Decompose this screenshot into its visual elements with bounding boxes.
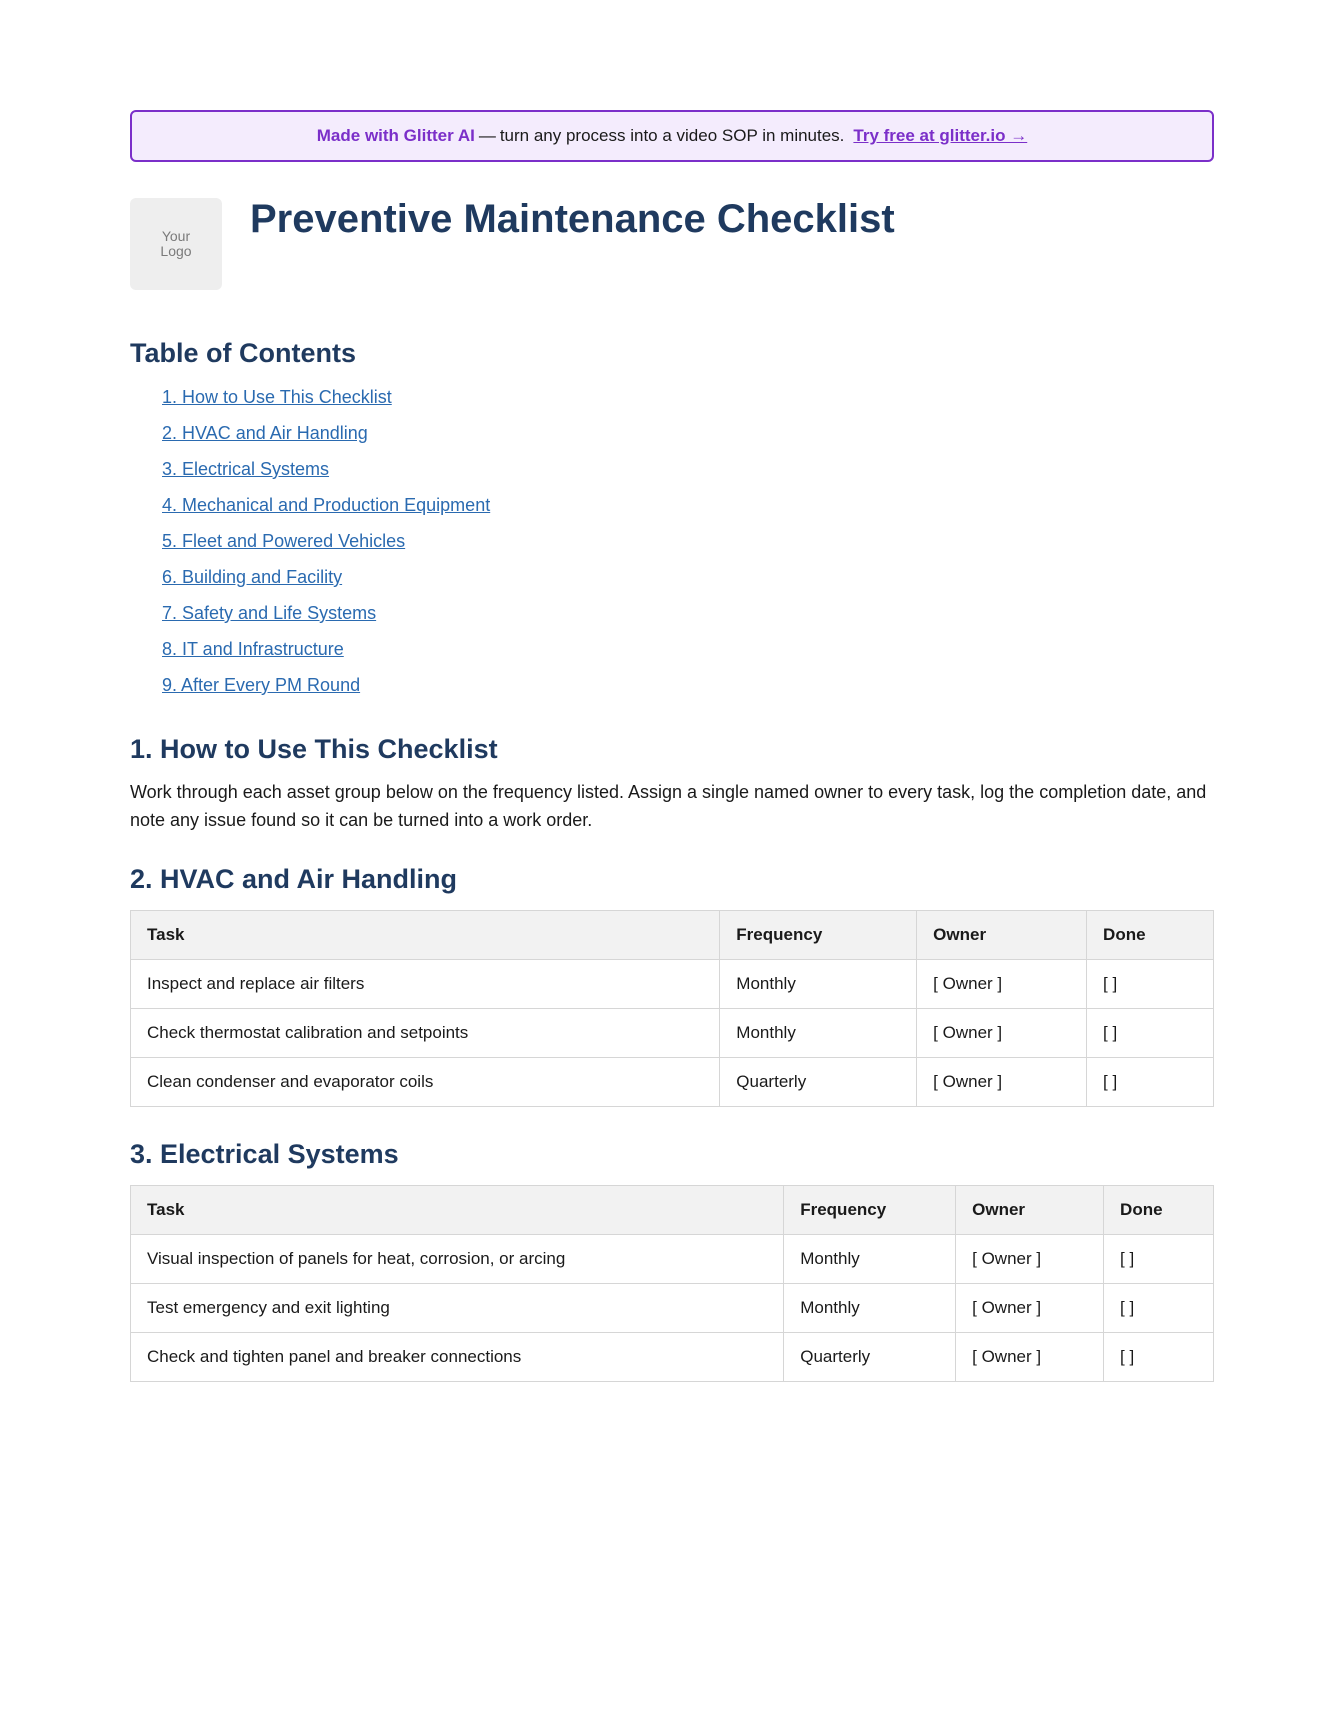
toc-link-hvac[interactable]: 2. HVAC and Air Handling (162, 423, 368, 443)
owner-cell[interactable]: [ Owner ] (917, 1058, 1087, 1107)
owner-cell[interactable]: [ Owner ] (917, 960, 1087, 1009)
done-checkbox[interactable]: [ ] (1104, 1284, 1214, 1333)
table-row (131, 1058, 1214, 1107)
section-heading-hvac: 2. HVAC and Air Handling (130, 864, 458, 894)
toc-link-mechanical[interactable]: 4. Mechanical and Production Equipment (162, 495, 491, 515)
frequency-cell: Quarterly (784, 1333, 956, 1382)
task-cell: Check thermostat calibration and setpoints (131, 1009, 720, 1058)
promo-banner (130, 110, 1214, 162)
banner-cta-link[interactable]: Try free at glitter.io → (853, 126, 1028, 145)
column-header-task: Task (131, 1186, 784, 1235)
column-header-frequency: Frequency (720, 911, 917, 960)
column-header-owner: Owner (956, 1186, 1104, 1235)
task-cell: Clean condenser and evaporator coils (131, 1058, 720, 1107)
section-body-how-to-use: Work through each asset group below on the frequency listed. Assign a single named owner to every task, log the completion date, and note any issue found so it can be turned into a work order. (130, 782, 1207, 830)
toc-item (162, 602, 1214, 638)
done-checkbox[interactable]: [ ] (1087, 1058, 1214, 1107)
owner-cell[interactable]: [ Owner ] (956, 1333, 1104, 1382)
toc-link-building[interactable]: 6. Building and Facility (162, 567, 343, 587)
table-row (131, 1284, 1214, 1333)
toc-item (162, 638, 1214, 674)
toc-item (162, 566, 1214, 602)
column-header-frequency: Frequency (784, 1186, 956, 1235)
section-heading-how-to-use: 1. How to Use This Checklist (130, 734, 498, 764)
owner-cell[interactable]: [ Owner ] (956, 1284, 1104, 1333)
table-row (131, 1009, 1214, 1058)
section-heading-electrical: 3. Electrical Systems (130, 1139, 399, 1169)
table-row (131, 960, 1214, 1009)
task-cell: Inspect and replace air filters (131, 960, 720, 1009)
banner-dash: — (478, 126, 496, 145)
toc-item (162, 386, 1214, 422)
done-checkbox[interactable]: [ ] (1087, 960, 1214, 1009)
toc-link-it[interactable]: 8. IT and Infrastructure (162, 639, 344, 659)
toc-link-safety[interactable]: 7. Safety and Life Systems (162, 603, 377, 623)
task-cell: Visual inspection of panels for heat, corrosion, or arcing (131, 1235, 784, 1284)
toc-item (162, 422, 1214, 458)
electrical-table (130, 1185, 1214, 1382)
toc-link-how-to-use[interactable]: 1. How to Use This Checklist (162, 387, 392, 407)
done-checkbox[interactable]: [ ] (1104, 1235, 1214, 1284)
toc-link-fleet[interactable]: 5. Fleet and Powered Vehicles (162, 531, 406, 551)
document-page (130, 110, 1214, 1382)
page-title: Preventive Maintenance Checklist (250, 197, 895, 241)
frequency-cell: Monthly (720, 960, 917, 1009)
banner-text: turn any process into a video SOP in minutes. (499, 126, 845, 145)
frequency-cell: Quarterly (720, 1058, 917, 1107)
frequency-cell: Monthly (784, 1284, 956, 1333)
owner-cell[interactable]: [ Owner ] (956, 1235, 1104, 1284)
done-checkbox[interactable]: [ ] (1087, 1009, 1214, 1058)
toc-item (162, 494, 1214, 530)
hvac-table (130, 910, 1214, 1107)
column-header-done: Done (1087, 911, 1214, 960)
toc-list (130, 386, 1214, 710)
task-cell: Check and tighten panel and breaker connections (131, 1333, 784, 1382)
toc-heading: Table of Contents (130, 338, 356, 368)
banner-brand: Made with Glitter AI (316, 126, 475, 145)
table-header-row (131, 911, 1214, 960)
column-header-owner: Owner (917, 911, 1087, 960)
table-header-row (131, 1186, 1214, 1235)
task-cell: Test emergency and exit lighting (131, 1284, 784, 1333)
owner-cell[interactable]: [ Owner ] (917, 1009, 1087, 1058)
done-checkbox[interactable]: [ ] (1104, 1333, 1214, 1382)
toc-link-electrical[interactable]: 3. Electrical Systems (162, 459, 330, 479)
toc-item (162, 458, 1214, 494)
toc-item (162, 674, 1214, 710)
frequency-cell: Monthly (720, 1009, 917, 1058)
toc-item (162, 530, 1214, 566)
document-header (130, 198, 1214, 290)
logo-placeholder-text: Your Logo (160, 228, 192, 259)
column-header-done: Done (1104, 1186, 1214, 1235)
table-row (131, 1333, 1214, 1382)
toc-link-after-pm[interactable]: 9. After Every PM Round (162, 675, 361, 695)
table-row (131, 1235, 1214, 1284)
logo-placeholder (130, 198, 222, 290)
column-header-task: Task (131, 911, 720, 960)
frequency-cell: Monthly (784, 1235, 956, 1284)
